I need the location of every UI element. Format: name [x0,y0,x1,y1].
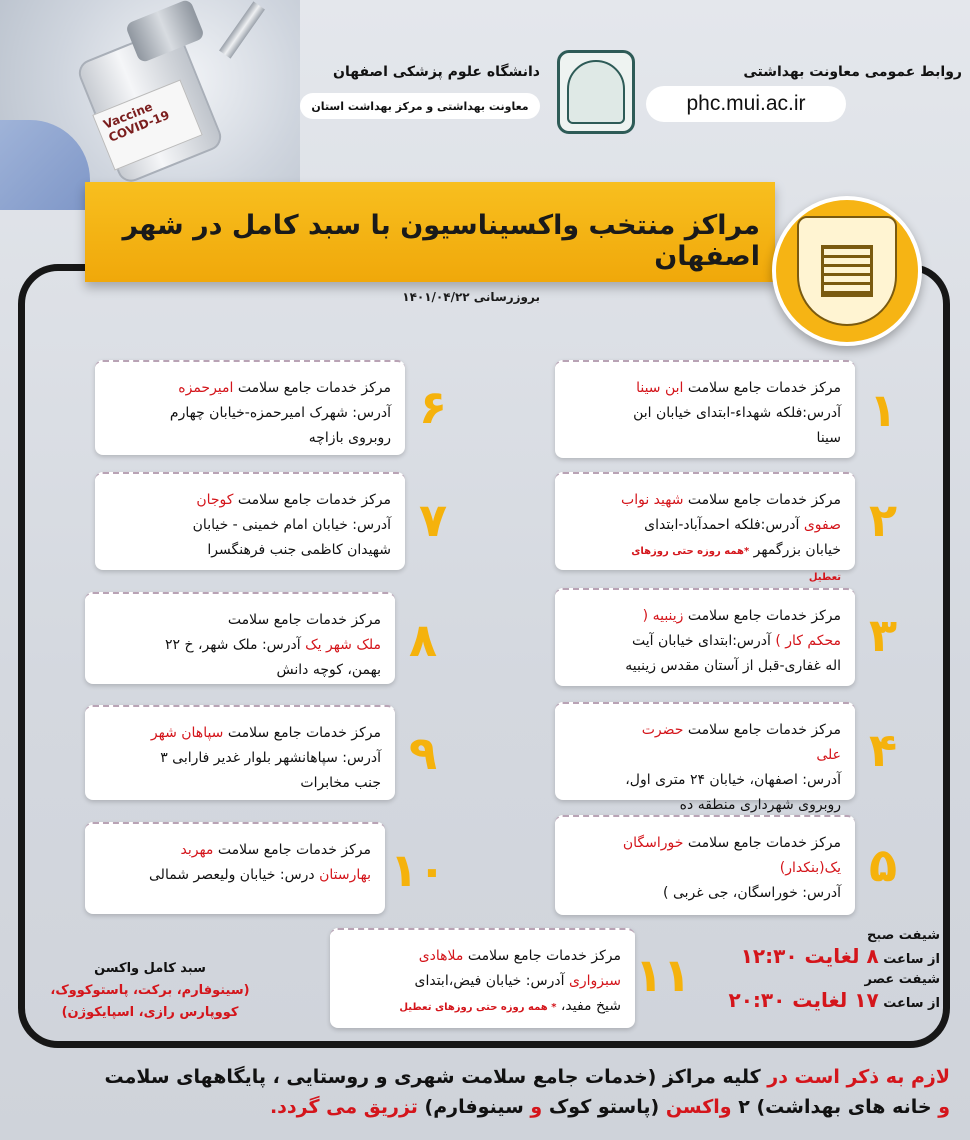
center-text: مرکز خدمات جامع سلامت حضرت علی آدرس: اصفهان، خیابان ۲۴ متری اول، روبروی شهرداری منطقه ده [625,722,841,813]
morning-shift-label: شیفت صبح [867,928,940,943]
center-card-11 [330,928,635,1028]
center-card-3 [555,588,855,686]
evening-shift: از ساعت ۱۷ لغایت ۲۰:۳۰ [728,988,940,1012]
center-text: مرکز خدمات جامع سلامت کوجان آدرس: خیابان امام خمینی - خیابان شهیدان کاظمی جنب فرهنگسرا [192,492,391,558]
vaccine-photo [0,0,300,200]
vaccine-basket-line2: کووپارس رازی، اسپایکوژن) [61,1005,239,1020]
center-text: مرکز خدمات جامع سلامت ملک شهر یک آدرس: ملک شهر، خ ۲۲ بهمن، کوچه دانش [164,612,381,678]
center-text: مرکز خدمات جامع سلامت ابن سینا آدرس:فلکه شهداء-ابتدای خیابان ابن سینا [633,380,841,446]
logo-shield-icon [797,216,897,326]
morning-shift: از ساعت ۸ لغایت ۱۲:۳۰ [740,944,940,968]
center-text: مرکز خدمات جامع سلامت سپاهان شهر آدرس: سپاهانشهر بلوار غدیر فارابی ۳ جنب مخابرات [150,725,381,791]
center-card-2 [555,472,855,583]
vaccine-basket [40,958,260,1024]
media-seal-logo [557,50,635,134]
center-text: مرکز خدمات جامع سلامت مهربد بهارستان درس: خیابان ولیعصر شمالی [149,842,371,883]
center-card-10 [85,822,385,914]
vial-label: Vaccine COVID-19 [92,79,203,170]
center-number-1: ۱ [868,383,898,437]
center-card-7 [95,472,405,570]
center-text: مرکز خدمات جامع سلامت امیرحمزه آدرس: شهرک امیرحمزه-خیابان چهارم روبروی بازاچه [169,380,391,446]
center-number-9: ۹ [408,726,438,780]
deputy-name: معاونت بهداشتی و مرکز بهداشت استان [300,93,540,119]
university-logo [772,196,922,346]
center-card-9 [85,705,395,800]
university-name: دانشگاه علوم پزشکی اصفهان [333,64,540,80]
website-url[interactable]: phc.mui.ac.ir [646,86,846,122]
center-text: مرکز خدمات جامع سلامت ملاهادی سبزواری آدرس: خیابان فیض،ابتدای شیخ مفید، * همه روزه حتی روزهای تعطیل [399,948,621,1014]
syringe-needle-image [219,1,265,58]
center-number-10: ۱۰ [389,843,446,897]
center-number-4: ۴ [868,723,898,777]
center-number-5: ۵ [868,838,898,892]
center-card-5 [555,815,855,915]
vaccine-basket-title: سبد کامل واکسن [94,961,206,976]
center-text: مرکز خدمات جامع سلامت زینبیه ( محکم کار ) آدرس:ابتدای خیابان آیت اله غفاری-قبل از آستان مقدس زینبیه [625,608,841,674]
footer-note: لازم به ذکر است در کلیه مراکز (خدمات جامع سلامت شهری و روستایی ، پایگاههای سلامت و خانه های بهداشت) ۲ واکسن (پاستو کوک و سینوفارم) تزریق می گردد. [104,1066,950,1118]
center-number-8: ۸ [408,613,438,667]
vaccine-basket-line1: (سینوفارم، برکت، پاستوکووک، [50,983,250,998]
center-number-11: ۱۱ [634,948,691,1002]
center-number-6: ۶ [418,380,448,434]
public-relations-title: روابط عمومی معاونت بهداشتی [743,64,962,80]
center-card-1 [555,360,855,458]
center-number-7: ۷ [418,493,448,547]
center-number-3: ۳ [868,608,898,662]
center-text: مرکز خدمات جامع سلامت خوراسگان یک(بنکدار) آدرس: خوراسگان، جی غربی ) [622,835,841,901]
glove-image [0,120,90,210]
center-card-8 [85,592,395,684]
evening-shift-label: شیفت عصر [864,972,940,987]
center-card-6 [95,360,405,455]
center-text: مرکز خدمات جامع سلامت شهید نواب صفوی آدرس:فلکه احمدآباد-ابتدای خیابان بزرگمهر *همه روزه حتی روزهای تعطیل [621,492,841,583]
update-date: بروزرسانی ۱۴۰۱/۰۴/۲۲ [402,290,540,304]
center-number-2: ۲ [868,493,898,547]
page-title: مراکز منتخب واکسیناسیون با سبد کامل در شهر اصفهان [122,210,760,272]
center-card-4 [555,702,855,813]
